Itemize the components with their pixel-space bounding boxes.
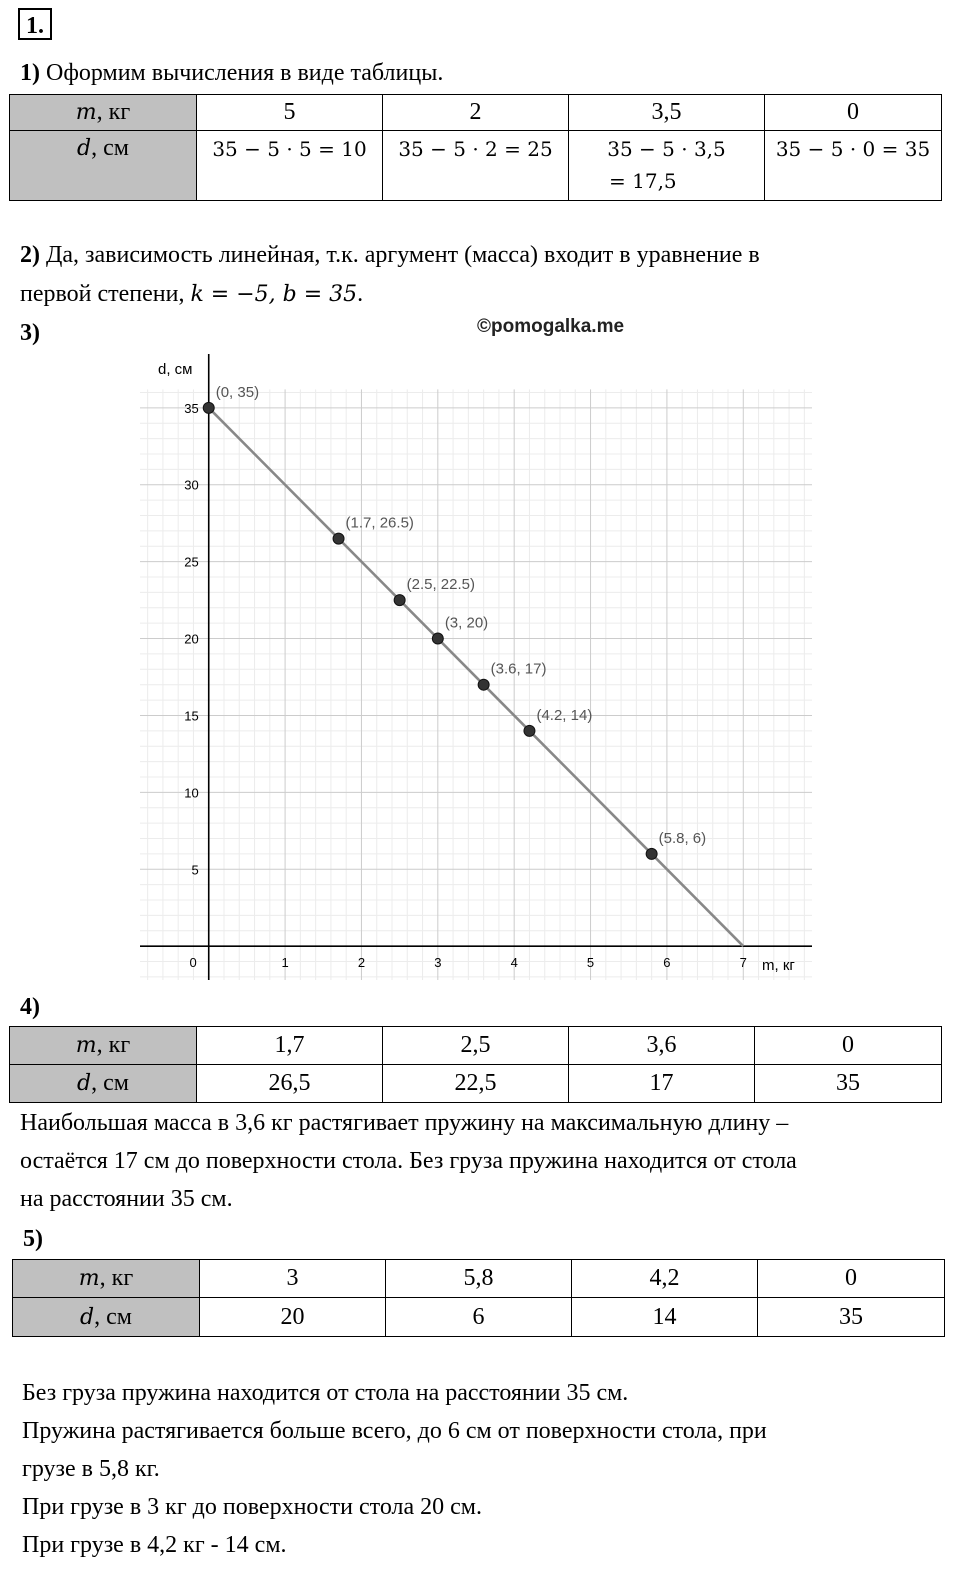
table-row	[13, 1260, 945, 1298]
table-cell: 20	[200, 1298, 386, 1337]
part5-label: 5)	[23, 1226, 43, 1252]
table-cell: 35	[755, 1065, 942, 1103]
data-point-label: (3.6, 17)	[490, 660, 547, 678]
y-tick-label: 10	[184, 785, 199, 801]
table-cell: 14	[572, 1298, 758, 1337]
part2-formula: k = −5, b = 35	[190, 282, 358, 307]
data-point	[203, 402, 214, 413]
row-header-m: m, кг	[10, 95, 197, 131]
calc-line: 35 − 5 · 3,5	[607, 137, 726, 161]
table-row	[10, 1027, 942, 1065]
part1-label: 1)	[20, 60, 40, 86]
data-point-label: (0, 35)	[215, 383, 260, 401]
part3-label: 3)	[20, 320, 40, 346]
minor-grid	[140, 389, 812, 980]
part2-text: Да, зависимость линейная, т.к. аргумент (масса) входит в уравнение в	[46, 242, 760, 268]
origin-label: 0	[189, 955, 197, 971]
table-cell: 3,5	[569, 95, 765, 131]
table-cell: 26,5	[197, 1065, 383, 1103]
table-part5	[12, 1259, 945, 1337]
y-tick-label: 35	[184, 400, 199, 416]
table-row	[10, 131, 942, 201]
x-tick-label: 2	[357, 955, 366, 971]
table-cell: 4,2	[572, 1260, 758, 1298]
part4-text-line: на расстоянии 35 см.	[20, 1186, 233, 1212]
x-tick-label: 3	[434, 955, 442, 971]
part5-text-line: При грузе в 4,2 кг - 14 см.	[22, 1532, 287, 1558]
table-cell: 0	[758, 1260, 945, 1298]
chart	[130, 340, 820, 990]
part1-text: Оформим вычисления в виде таблицы.	[46, 60, 444, 86]
table-row	[10, 1065, 942, 1103]
row-header-m: m, кг	[10, 1027, 197, 1065]
x-tick-label: 5	[586, 955, 595, 971]
part5-text-line: При грузе в 3 кг до поверхности стола 20 см.	[22, 1494, 482, 1520]
table-cell: 2,5	[383, 1027, 569, 1065]
part2-line1	[20, 240, 760, 270]
table-cell: 5	[197, 95, 383, 131]
row-header-d: d, см	[13, 1298, 200, 1337]
table-cell: 35 − 5 · 0 = 35	[765, 131, 942, 201]
table-cell: 1,7	[197, 1027, 383, 1065]
calc-line-cont: = 17,5	[609, 169, 677, 193]
watermark: ©pomogalka.me	[477, 316, 625, 337]
row-header-d: d, см	[10, 1065, 197, 1103]
data-point	[524, 725, 535, 736]
table-cell: 2	[383, 95, 569, 131]
x-axis-label: m, кг	[762, 957, 795, 974]
data-point-label: (3, 20)	[444, 614, 489, 632]
table-cell: 3,6	[569, 1027, 755, 1065]
chart-svg	[130, 340, 820, 990]
data-point	[432, 633, 443, 644]
table-cell: 35 − 5 · 5 = 10	[197, 131, 383, 201]
problem-number: 1.	[18, 8, 52, 40]
part2-label: 2)	[20, 242, 40, 268]
table-cell: 0	[765, 95, 942, 131]
data-point	[646, 848, 657, 859]
table-cell: 22,5	[383, 1065, 569, 1103]
axes	[140, 354, 812, 980]
data-point-label: (2.5, 22.5)	[406, 576, 476, 594]
data-points	[203, 384, 706, 860]
table-row	[13, 1298, 945, 1337]
y-axis-label: d, см	[158, 361, 193, 378]
part4-label: 4)	[20, 994, 40, 1020]
part4-text-line: остаётся 17 см до поверхности стола. Без груза пружина находится от стола	[20, 1148, 797, 1174]
table-cell: 17	[569, 1065, 755, 1103]
part5-text-line: Без груза пружина находится от стола на расстоянии 35 см.	[22, 1380, 629, 1406]
data-point-label: (4.2, 14)	[536, 706, 593, 724]
table-cell: 6	[386, 1298, 572, 1337]
data-point	[478, 679, 489, 690]
part5-text-line: грузе в 5,8 кг.	[22, 1456, 160, 1482]
table-row	[10, 95, 942, 131]
table-cell: 0	[755, 1027, 942, 1065]
table-part1	[9, 94, 942, 201]
data-point-label: (1.7, 26.5)	[345, 514, 414, 532]
table-part4	[9, 1026, 942, 1103]
part4-text-line: Наибольшая масса в 3,6 кг растягивает пружину на максимальную длину –	[20, 1110, 789, 1136]
table-cell: 35 − 5 · 2 = 25	[383, 131, 569, 201]
data-point	[394, 595, 405, 606]
y-tick-label: 5	[191, 862, 199, 878]
y-tick-label: 20	[184, 631, 199, 647]
data-point-label: (5.8, 6)	[658, 829, 707, 847]
row-header-m: m, кг	[13, 1260, 200, 1298]
y-tick-label: 30	[184, 477, 199, 493]
data-point	[333, 533, 344, 544]
part5-text-line: Пружина растягивается больше всего, до 6 см от поверхности стола, при	[22, 1418, 767, 1444]
x-tick-label: 4	[510, 955, 518, 971]
table-cell: 5,8	[386, 1260, 572, 1298]
series-line-segment	[209, 408, 744, 946]
x-tick-label: 7	[739, 955, 747, 971]
row-header-d: d, см	[10, 131, 197, 201]
part1-heading	[20, 58, 443, 88]
y-tick-label: 25	[184, 554, 199, 570]
table-cell	[569, 131, 765, 201]
y-tick-label: 15	[184, 708, 199, 724]
part2-line2: первой степени, k = −5, b = 35.	[20, 281, 364, 307]
table-cell: 3	[200, 1260, 386, 1298]
x-tick-label: 6	[663, 955, 671, 971]
series-line	[209, 408, 744, 946]
table-cell: 35	[758, 1298, 945, 1337]
x-tick-label: 1	[281, 955, 289, 971]
